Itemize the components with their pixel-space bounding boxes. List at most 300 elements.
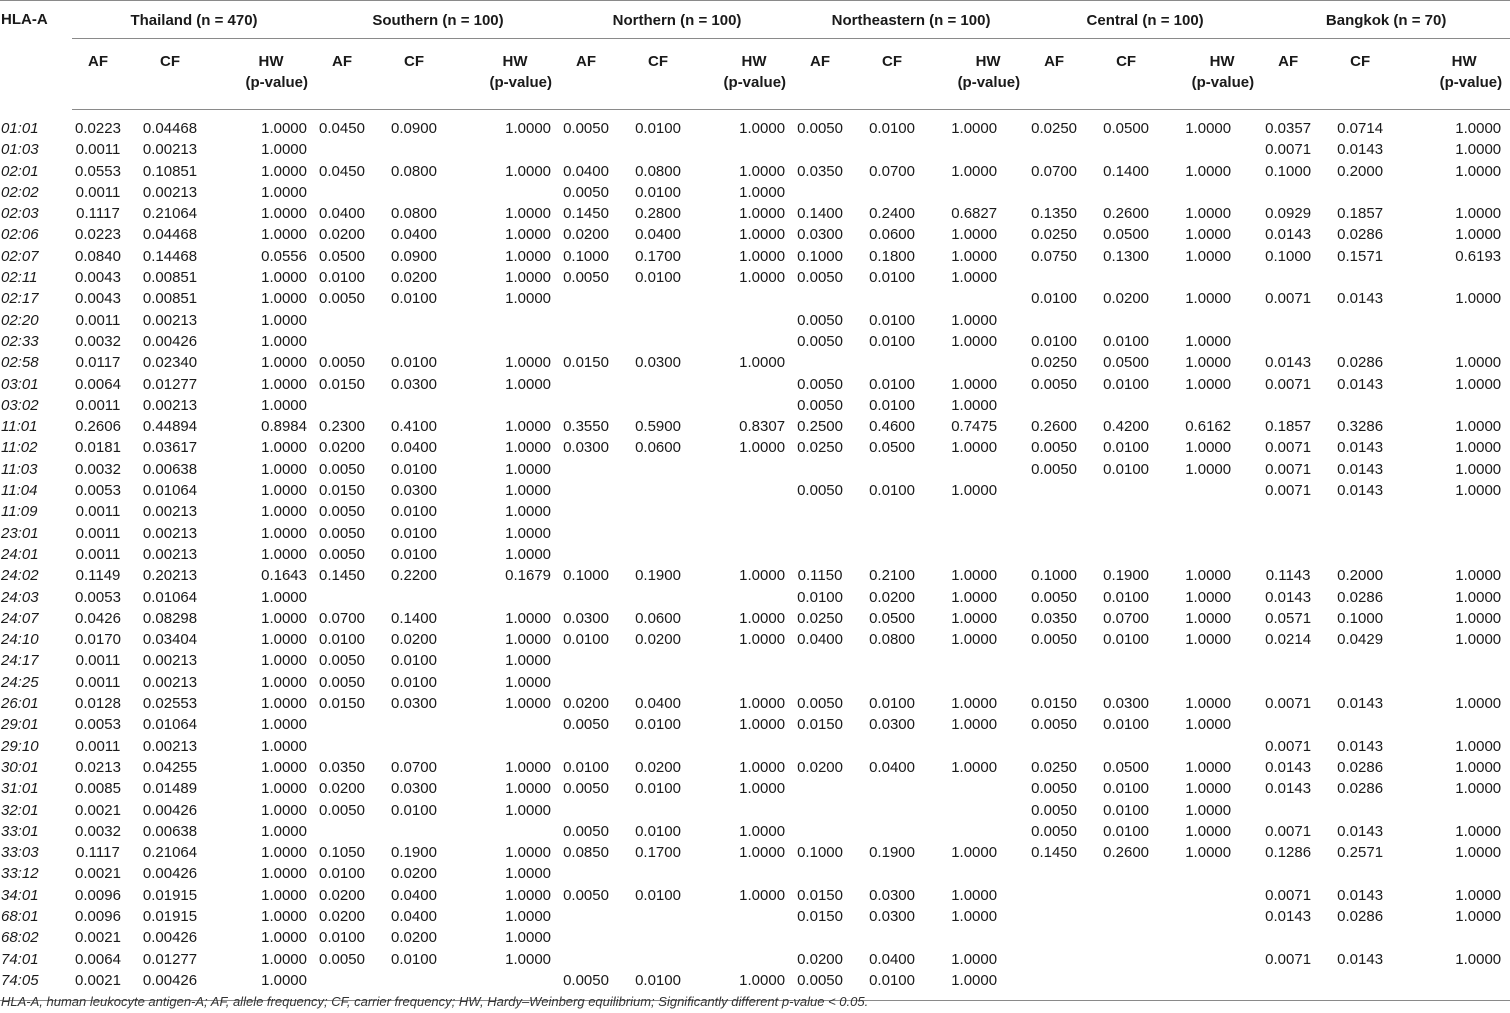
- cf-cell: 0.0143: [1337, 822, 1384, 840]
- hw-cell: 1.0000: [1455, 780, 1502, 798]
- af-cell: 0.0071: [1265, 290, 1312, 308]
- af-cell: 0.1450: [1031, 844, 1078, 862]
- allele-cell: 24:02: [1, 567, 39, 585]
- hw-cell: 1.0000: [951, 567, 998, 585]
- cf-cell: 0.5900: [635, 418, 681, 436]
- hw-header-line1: HW: [502, 53, 528, 70]
- hw-cell: 1.0000: [505, 482, 552, 500]
- af-cell: 0.0071: [1265, 141, 1312, 159]
- hw-cell: 1.0000: [1455, 205, 1502, 223]
- hw-cell: 1.0000: [951, 247, 998, 265]
- af-header-northern: AF: [560, 41, 612, 110]
- cf-cell: 0.0900: [391, 120, 437, 137]
- allele-cell: 11:03: [1, 460, 38, 478]
- af-cell: 0.1286: [1265, 844, 1312, 862]
- cf-cell: 0.0400: [391, 886, 437, 904]
- cf-cell: 0.0800: [869, 631, 915, 649]
- cf-cell: 0.0300: [635, 354, 681, 372]
- af-cell: 0.1000: [563, 247, 609, 265]
- af-cell: 0.0064: [75, 375, 121, 393]
- table-row: [0, 110, 1510, 140]
- hw-cell: [938, 459, 1028, 480]
- hw-cell: [704, 949, 794, 970]
- af-cell: 0.0350: [797, 162, 843, 180]
- af-cell: [1262, 331, 1314, 352]
- cf-cell: [1314, 501, 1406, 522]
- af-cell: 0.0350: [1031, 609, 1078, 627]
- cf-cell: 0.0300: [869, 907, 915, 925]
- hw-cell: [938, 182, 1028, 203]
- table-row: [0, 949, 1510, 970]
- cf-cell: [612, 672, 704, 693]
- af-cell: [1262, 970, 1314, 1001]
- hw-cell: 1.0000: [261, 780, 307, 798]
- subheader-row: [0, 41, 1510, 110]
- hw-cell: [704, 736, 794, 757]
- af-cell: 0.0143: [1265, 588, 1312, 606]
- table-row: [0, 395, 1510, 416]
- allele-cell: 33:01: [1, 822, 39, 840]
- hw-cell: [938, 778, 1028, 799]
- table-row: [0, 757, 1510, 778]
- hw-cell: [460, 714, 560, 735]
- af-cell: 0.0350: [319, 758, 365, 776]
- af-cell: 0.0011: [75, 396, 121, 414]
- hw-cell: [1172, 523, 1262, 544]
- cf-cell: 0.0100: [1103, 332, 1150, 350]
- group-header-northern: [560, 1, 794, 42]
- af-cell: [794, 544, 846, 565]
- hw-cell: 1.0000: [739, 226, 786, 244]
- hw-cell: 1.0000: [1185, 290, 1232, 308]
- hw-cell: 1.0000: [261, 524, 307, 542]
- cf-cell: [1314, 927, 1406, 948]
- hw-cell: 1.0000: [951, 120, 998, 137]
- af-cell: 0.0553: [75, 162, 121, 180]
- af-cell: [794, 821, 846, 842]
- hw-cell: 1.0000: [261, 311, 307, 329]
- af-cell: [1262, 650, 1314, 671]
- hw-cell: 1.0000: [505, 652, 552, 670]
- cf-cell: 0.0300: [391, 780, 437, 798]
- hw-cell: [460, 821, 560, 842]
- cf-cell: [846, 736, 938, 757]
- allele-cell: 02:33: [1, 332, 39, 350]
- table-row: [0, 544, 1510, 565]
- af-cell: [794, 778, 846, 799]
- af-cell: 0.0150: [319, 695, 365, 713]
- af-cell: 0.0050: [319, 290, 365, 308]
- hw-cell: [460, 182, 560, 203]
- table-row: [0, 800, 1510, 821]
- cf-cell: 0.0100: [635, 886, 681, 904]
- af-cell: [1028, 970, 1080, 1001]
- hw-cell: 1.0000: [951, 396, 998, 414]
- af-header-thailand: AF: [72, 41, 124, 110]
- hw-cell: [704, 374, 794, 395]
- hw-cell: [1172, 906, 1262, 927]
- cf-cell: [612, 459, 704, 480]
- table-row: [0, 459, 1510, 480]
- cf-cell: 0.01915: [142, 907, 198, 925]
- allele-cell: 02:06: [1, 226, 39, 244]
- cf-cell: 0.0400: [391, 226, 437, 244]
- allele-cell: 02:11: [1, 269, 38, 287]
- af-cell: 0.0929: [1265, 205, 1312, 223]
- cf-cell: [1314, 863, 1406, 884]
- af-cell: 0.0011: [75, 673, 121, 691]
- hw-cell: [704, 906, 794, 927]
- hw-cell: 1.0000: [261, 141, 307, 159]
- cf-cell: [1314, 714, 1406, 735]
- hw-cell: 1.0000: [1185, 332, 1232, 350]
- af-cell: 0.0050: [319, 354, 365, 372]
- cf-cell: 0.0100: [1103, 631, 1150, 649]
- hw-cell: 1.0000: [1455, 588, 1502, 606]
- cf-cell: 0.1700: [635, 247, 681, 265]
- cf-cell: 0.0100: [869, 269, 915, 287]
- group-label: Northeastern (n = 100): [794, 12, 1028, 39]
- table-row: [0, 374, 1510, 395]
- af-cell: 0.0143: [1265, 226, 1312, 244]
- cf-cell: 0.0200: [391, 929, 437, 947]
- af-cell: 0.0050: [319, 503, 365, 521]
- cf-cell: 0.01064: [142, 716, 198, 734]
- hw-cell: [1406, 310, 1510, 331]
- hw-cell: 1.0000: [261, 673, 307, 691]
- af-cell: 0.1400: [797, 205, 843, 223]
- cf-cell: 0.0143: [1337, 695, 1384, 713]
- cf-cell: 0.0700: [391, 758, 437, 776]
- af-header-bangkok: AF: [1262, 41, 1314, 110]
- cf-cell: [1314, 182, 1406, 203]
- cf-cell: 0.0286: [1337, 780, 1384, 798]
- allele-cell: 03:01: [1, 375, 39, 393]
- hw-cell: 1.0000: [1455, 439, 1502, 457]
- af-cell: [1028, 395, 1080, 416]
- af-cell: 0.0100: [563, 631, 609, 649]
- cf-header-northeastern: CF: [846, 41, 938, 110]
- af-cell: [560, 672, 612, 693]
- af-cell: 0.0071: [1265, 695, 1312, 713]
- hw-cell: 1.0000: [505, 354, 552, 372]
- hw-cell: 1.0000: [951, 716, 998, 734]
- af-cell: 0.0100: [319, 929, 365, 947]
- hw-cell: [1172, 970, 1262, 1001]
- cf-cell: 0.0800: [635, 162, 681, 180]
- af-cell: 0.0032: [75, 822, 121, 840]
- af-cell: [560, 523, 612, 544]
- af-cell: 0.0571: [1265, 609, 1312, 627]
- cf-cell: 0.0100: [391, 290, 437, 308]
- cf-cell: 0.0300: [391, 482, 437, 500]
- cf-cell: 0.0429: [1337, 631, 1384, 649]
- hw-cell: 1.0000: [505, 865, 552, 883]
- af-cell: 0.0050: [1031, 439, 1078, 457]
- cf-cell: [846, 778, 938, 799]
- hw-cell: 0.7475: [951, 418, 998, 436]
- af-cell: 0.3550: [563, 418, 609, 436]
- hw-cell: 1.0000: [951, 695, 998, 713]
- af-cell: 0.0053: [75, 588, 121, 606]
- cf-cell: 0.00213: [142, 141, 198, 159]
- hw-cell: 1.0000: [505, 844, 552, 862]
- hw-cell: [1406, 523, 1510, 544]
- allele-cell: 01:01: [1, 119, 39, 137]
- hw-cell: 1.0000: [505, 907, 552, 925]
- cf-cell: 0.0200: [1103, 290, 1150, 308]
- hw-cell: 1.0000: [951, 844, 998, 862]
- hw-cell: [460, 310, 560, 331]
- hw-cell: [938, 800, 1028, 821]
- hw-cell: 0.8984: [261, 418, 307, 436]
- hw-cell: [1172, 310, 1262, 331]
- af-header-central: AF: [1028, 41, 1080, 110]
- af-cell: 0.0050: [797, 482, 843, 500]
- cf-cell: 0.1900: [391, 844, 437, 862]
- cf-cell: 0.0100: [1103, 780, 1150, 798]
- af-cell: [316, 139, 368, 160]
- hw-cell: 1.0000: [1455, 758, 1502, 776]
- hw-cell: 1.0000: [951, 482, 998, 500]
- hw-cell: 1.0000: [1455, 226, 1502, 244]
- table-row: [0, 161, 1510, 182]
- cf-cell: 0.1571: [1337, 247, 1384, 265]
- table-row: [0, 182, 1510, 203]
- af-cell: 0.1143: [1265, 567, 1311, 585]
- table-footnote: HLA-A, human leukocyte antigen-A; AF, allele frequency; CF, carrier frequency; HW, Hardy–Weinberg equilibrium; Significantly different p-value < 0.05.: [1, 994, 869, 1009]
- cf-cell: 0.1400: [1103, 162, 1150, 180]
- hw-cell: 1.0000: [1185, 801, 1232, 819]
- cf-cell: 0.0100: [635, 716, 681, 734]
- hw-cell: 1.0000: [1185, 822, 1232, 840]
- cf-cell: [368, 821, 460, 842]
- cf-cell: 0.0100: [1103, 588, 1150, 606]
- cf-cell: 0.00426: [142, 865, 198, 883]
- cf-cell: 0.0200: [869, 588, 915, 606]
- cf-cell: 0.0100: [869, 482, 915, 500]
- hw-cell: [938, 501, 1028, 522]
- allele-cell: 24:07: [1, 609, 39, 627]
- group-label: Southern (n = 100): [316, 12, 560, 39]
- af-cell: 0.0100: [1031, 290, 1078, 308]
- cf-cell: 0.03404: [142, 631, 198, 649]
- allele-cell: 33:03: [1, 844, 39, 862]
- af-cell: 0.0400: [319, 205, 365, 223]
- hw-cell: 1.0000: [505, 673, 552, 691]
- cf-cell: 0.0300: [869, 716, 915, 734]
- hw-cell: [1172, 267, 1262, 288]
- af-cell: [794, 501, 846, 522]
- hw-header-line1: HW: [1209, 53, 1235, 70]
- hw-cell: [704, 672, 794, 693]
- table-row: [0, 352, 1510, 373]
- cf-cell: 0.0100: [635, 120, 681, 137]
- allele-cell: 29:10: [1, 737, 39, 755]
- hw-header-line2: (p-value): [1191, 74, 1255, 91]
- cf-cell: 0.02553: [142, 695, 198, 713]
- af-cell: 0.0050: [797, 396, 843, 414]
- hw-cell: 1.0000: [1455, 482, 1502, 500]
- af-cell: 0.0021: [75, 801, 121, 819]
- cf-cell: 0.2600: [1103, 205, 1150, 223]
- cf-cell: [368, 331, 460, 352]
- af-header-southern: AF: [316, 41, 368, 110]
- af-cell: 0.2300: [319, 418, 365, 436]
- hw-cell: [1406, 927, 1510, 948]
- af-cell: 0.0032: [75, 332, 121, 350]
- af-cell: 0.0050: [1031, 588, 1078, 606]
- af-cell: 0.1000: [797, 844, 843, 862]
- hw-cell: [704, 587, 794, 608]
- af-cell: 0.0011: [75, 524, 121, 542]
- af-cell: 0.0071: [1265, 886, 1312, 904]
- cf-cell: [368, 714, 460, 735]
- cf-cell: 0.0286: [1337, 588, 1384, 606]
- cf-cell: 0.0100: [635, 822, 681, 840]
- allele-cell: 24:01: [1, 545, 39, 563]
- group-header-thailand: [72, 1, 316, 42]
- af-cell: 0.2500: [797, 418, 843, 436]
- hw-cell: 1.0000: [951, 269, 998, 287]
- table-row: [0, 501, 1510, 522]
- hw-cell: 1.0000: [739, 822, 786, 840]
- af-cell: [1028, 949, 1080, 970]
- af-cell: [1028, 736, 1080, 757]
- hw-cell: 1.0000: [951, 758, 998, 776]
- hw-cell: [938, 544, 1028, 565]
- hw-cell: 1.0000: [739, 269, 786, 287]
- allele-cell: 29:01: [1, 716, 39, 734]
- hw-cell: 1.0000: [951, 950, 998, 968]
- cf-cell: 0.1800: [869, 247, 915, 265]
- hw-cell: 1.0000: [1455, 695, 1502, 713]
- hw-cell: 1.0000: [216, 970, 316, 1001]
- af-cell: 0.0143: [1265, 907, 1312, 925]
- cf-cell: 0.0600: [635, 609, 681, 627]
- hw-cell: 1.0000: [261, 354, 307, 372]
- cf-cell: [1314, 800, 1406, 821]
- af-cell: 0.0150: [797, 907, 843, 925]
- cf-cell: [1080, 885, 1172, 906]
- af-cell: 0.0050: [797, 332, 843, 350]
- hw-cell: 1.0000: [1185, 247, 1232, 265]
- hw-cell: [1406, 395, 1510, 416]
- hw-cell: 1.0000: [261, 183, 307, 201]
- af-cell: 0.0071: [1265, 439, 1312, 457]
- af-cell: 0.0700: [319, 609, 365, 627]
- cf-cell: 0.1400: [391, 609, 437, 627]
- hw-cell: 1.0000: [951, 162, 998, 180]
- hw-cell: 0.8307: [739, 418, 786, 436]
- hw-cell: [938, 672, 1028, 693]
- hw-cell: 1.0000: [1185, 375, 1232, 393]
- hw-cell: 1.0000: [261, 631, 307, 649]
- af-cell: [560, 288, 612, 309]
- hw-cell: [704, 459, 794, 480]
- af-cell: [1028, 650, 1080, 671]
- hw-cell: [1172, 885, 1262, 906]
- hw-cell: 1.0000: [505, 695, 552, 713]
- table-row: [0, 906, 1510, 927]
- af-cell: [560, 650, 612, 671]
- af-cell: 0.1000: [1031, 567, 1078, 585]
- af-cell: 0.1450: [319, 567, 365, 585]
- af-cell: 0.1350: [1031, 205, 1078, 223]
- af-cell: 0.0011: [75, 737, 121, 755]
- cf-cell: 0.0100: [869, 120, 915, 137]
- cf-cell: 0.0200: [391, 865, 437, 883]
- af-cell: [794, 800, 846, 821]
- cf-cell: 0.04468: [142, 226, 198, 244]
- af-cell: [1028, 139, 1080, 160]
- hw-cell: [1172, 949, 1262, 970]
- af-cell: 0.0200: [319, 907, 365, 925]
- hw-cell: 1.0000: [1185, 780, 1232, 798]
- hw-cell: [704, 927, 794, 948]
- hw-cell: [704, 395, 794, 416]
- af-cell: 0.0011: [75, 652, 121, 670]
- cf-cell: [1314, 267, 1406, 288]
- hw-cell: [704, 863, 794, 884]
- cf-cell: 0.0100: [635, 780, 681, 798]
- af-cell: 0.0021: [75, 865, 121, 883]
- hw-cell: 1.0000: [261, 907, 307, 925]
- cf-cell: 0.04255: [142, 758, 198, 776]
- af-cell: 0.0250: [1031, 354, 1078, 372]
- cf-cell: 0.00851: [142, 269, 198, 287]
- allele-cell: 32:01: [1, 801, 39, 819]
- hw-cell: [1172, 501, 1262, 522]
- cf-cell: 0.04468: [142, 120, 198, 137]
- af-cell: 0.1150: [797, 567, 843, 585]
- hw-cell: 1.0000: [739, 716, 786, 734]
- hw-header-line2: (p-value): [245, 74, 308, 91]
- af-header-northeastern: AF: [794, 41, 846, 110]
- af-cell: 0.1450: [563, 205, 609, 223]
- af-cell: 0.0032: [75, 460, 121, 478]
- hw-cell: 1.0000: [938, 970, 1028, 1001]
- allele-cell: 02:20: [1, 311, 39, 329]
- hw-header-thailand: [216, 41, 316, 110]
- allele-cell: 24:10: [1, 631, 39, 649]
- hw-cell: 1.0000: [951, 375, 998, 393]
- af-cell: 0.0150: [797, 716, 843, 734]
- cf-cell: 0.0300: [391, 375, 437, 393]
- hw-cell: [1172, 395, 1262, 416]
- hw-cell: 1.0000: [951, 226, 998, 244]
- cf-cell: [1080, 906, 1172, 927]
- af-cell: [316, 736, 368, 757]
- cf-cell: 0.2800: [635, 205, 681, 223]
- af-cell: 0.0357: [1265, 120, 1312, 137]
- af-cell: 0.0400: [797, 631, 843, 649]
- af-cell: 0.0400: [563, 162, 609, 180]
- table-row: [0, 565, 1510, 586]
- hw-header-line2: (p-value): [489, 74, 553, 91]
- hw-cell: 1.0000: [1455, 631, 1502, 649]
- af-cell: [1028, 182, 1080, 203]
- cf-cell: [612, 395, 704, 416]
- af-cell: [1262, 267, 1314, 288]
- hw-cell: 1.0000: [739, 758, 786, 776]
- af-cell: 0.1050: [319, 844, 365, 862]
- hw-cell: 1.0000: [1185, 205, 1232, 223]
- hw-cell: 1.0000: [261, 844, 307, 862]
- cf-cell: [612, 736, 704, 757]
- af-cell: 0.0250: [797, 609, 843, 627]
- hw-cell: [1172, 182, 1262, 203]
